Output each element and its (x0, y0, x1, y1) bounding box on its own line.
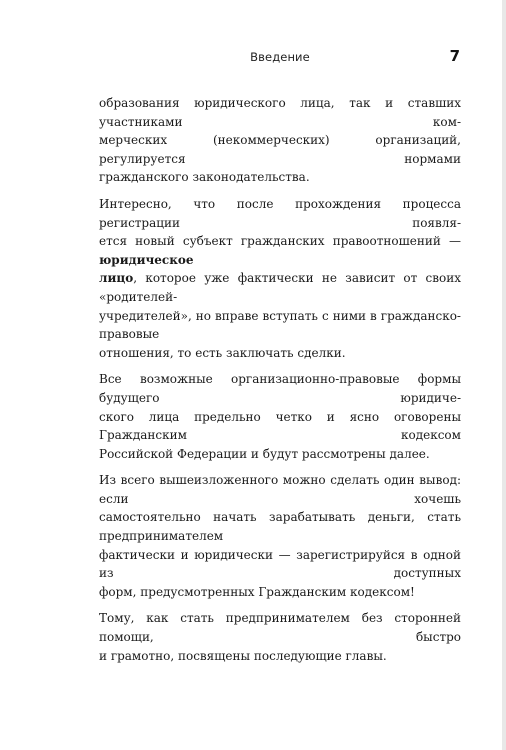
running-head (100, 47, 460, 66)
text-line: гражданского законодательства. (99, 170, 310, 185)
text-fragment: ется новый субъект гражданских правоотношений — (99, 234, 461, 249)
text-line: форм, предусмотренных Гражданским кодексом! (99, 584, 415, 599)
page-edge (502, 0, 506, 750)
page-number: 7 (449, 47, 460, 65)
text-line: фактически и юридически — зарегистрируйся в одной из доступных (99, 547, 461, 581)
text-line: Тому, как стать предпринимателем без сторонней помощи, быстро (99, 611, 461, 645)
paragraph-5 (99, 609, 461, 665)
paragraph-3 (99, 370, 461, 463)
paragraph-1 (99, 94, 461, 187)
text-fragment: , которое уже фактически не зависит от своих «родителей- (99, 271, 461, 304)
text-line: образования юридического лица, так и ставших участниками ком- (99, 96, 461, 129)
text-line: Интересно, что после прохождения процесса регистрации появля- (99, 196, 461, 230)
text-line-with-term (99, 269, 461, 306)
text-line: отношения, то есть заключать сделки. (99, 345, 346, 360)
text-line: мерческих (некоммерческих) организаций, регулируется нормами (99, 133, 461, 166)
text-line: Все возможные организационно-правовые формы будущего юридиче- (99, 372, 461, 405)
section-title: Введение (250, 50, 310, 64)
paragraph-4 (99, 471, 461, 601)
text-line: и грамотно, посвящены последующие главы. (99, 648, 387, 663)
body-text (99, 94, 461, 673)
text-line: Российской Федерации и будут рассмотрены далее. (99, 446, 430, 461)
text-line-with-term (99, 232, 461, 269)
text-line: ского лица предельно четко и ясно оговорены Гражданским кодексом (99, 409, 461, 443)
text-line: учредителей», но вправе вступать с ними в гражданско-правовые (99, 308, 461, 342)
paragraph-2 (99, 195, 461, 362)
bold-term: лицо (99, 271, 134, 286)
text-line: Из всего вышеизложенного можно сделать один вывод: если хочешь (99, 473, 461, 506)
bold-term: юридическое (99, 252, 194, 267)
text-line: самостоятельно начать зарабатывать деньги, стать предпринимателем (99, 510, 461, 544)
